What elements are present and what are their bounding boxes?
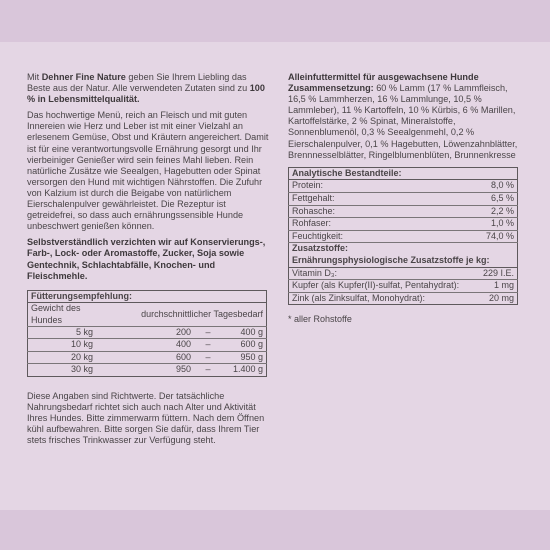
weight-cell: 20 kg xyxy=(28,351,97,363)
weight-cell: 10 kg xyxy=(28,339,97,351)
right-column xyxy=(288,72,520,325)
exclusions-text: Selbstverständlich verzichten wir auf Konservierungs-, Farb-, Lock- oder Aromastoffe, Zucker, Soja sowie Gentechnik, Schlachtabfälle, Knochen- und Fleischmehle. xyxy=(27,237,266,281)
table-row xyxy=(289,267,518,280)
footer-note: Diese Angaben sind Richtwerte. Der tatsächliche Nahrungsbedarf richtet sich auch nach Alter und Aktivität Ihres Hundes. Bitte zimmerwarm füttern. Nach dem Öffnen kühl aufbewahren. Bitte sorgen Sie dafür, dass Ihrem Tier stets frisches Trinkwasser zur Verfügung steht. xyxy=(27,390,265,445)
analysis-table xyxy=(288,167,518,306)
to-cell: 950 g xyxy=(222,351,267,363)
nutrient-value: 2,2 % xyxy=(477,205,518,218)
nutrient-name: Fettgehalt: xyxy=(289,192,477,205)
description-paragraph: Das hochwertige Menü, reich an Fleisch und mit guten Innereien wie Herz und Leber ist mit einer Vielzahl an erlesenem Gemüse, Obst und Kräutern angereichert. Damit ist für eine verantwortungsvolle Ernährung gesorgt und Ihr vierbeiniger Genießer wird sein feines Mahl lieben. Rein natürliche Zusätze wie Seealgen, Hagebutten oder Spinat versorgen den Hund mit wichtigen Nährstoffen. Die Zufuhr von Kalzium ist durch die Beigabe von natürlichem Eierschalenpulver gewährleistet. Die Rezeptur ist getreidefrei, so dass auch ernährungssensible Hunde unbeschwert genießen können. xyxy=(27,110,269,232)
additive-value: 20 mg xyxy=(488,292,514,303)
bottom-band xyxy=(0,510,550,550)
dash-cell: – xyxy=(205,364,211,375)
composition-paragraph xyxy=(288,83,520,161)
table-row xyxy=(289,292,518,305)
weight-cell: 5 kg xyxy=(28,326,97,338)
from-cell: 200 xyxy=(96,326,194,338)
dash-cell: – xyxy=(194,326,222,338)
col-weight-header: Gewicht des Hundes xyxy=(28,303,97,327)
quality-claim: 100 % in Lebensmittelqualität. xyxy=(27,83,265,105)
intro-text: Mit xyxy=(27,72,42,82)
additive-name: Vitamin D₃: xyxy=(289,267,477,280)
table-row xyxy=(28,351,267,363)
table-row xyxy=(28,339,267,351)
brand-name: Dehner Fine Nature xyxy=(41,72,126,82)
intro-text-2: geben Sie Ihrem Liebling das Beste aus der Natur. Alle verwendeten Zutaten sind zu xyxy=(27,72,250,94)
top-band xyxy=(0,0,550,42)
dash-cell: – xyxy=(194,351,222,363)
analysis-title: Analytische Bestandteile: xyxy=(289,167,518,180)
feeding-title: Fütterungsempfehlung: xyxy=(28,290,267,302)
from-cell: 600 xyxy=(96,351,194,363)
exclusions-paragraph xyxy=(27,237,271,281)
product-type: Alleinfuttermittel für ausgewachsene Hunde xyxy=(288,72,479,82)
nutrient-name: Protein: xyxy=(289,180,477,193)
intro-paragraph xyxy=(27,72,271,105)
additives-title: Zusatzstoffe: xyxy=(289,243,518,255)
table-row xyxy=(28,364,267,376)
nutrient-name: Feuchtigkeit: xyxy=(289,230,477,243)
to-cell: 1.400 g xyxy=(232,364,263,375)
additive-value: 229 I.E. xyxy=(477,267,518,280)
from-cell: 400 xyxy=(96,339,194,351)
nutrient-value: 8,0 % xyxy=(477,180,518,193)
additive-name: Kupfer (als Kupfer(II)-sulfat, Pentahydrat): xyxy=(289,280,477,293)
col-daily-header: durchschnittlicher Tagesbedarf xyxy=(96,303,267,327)
composition-heading xyxy=(288,72,520,83)
nutrient-name: Rohfaser: xyxy=(289,218,477,231)
nutrient-value: 1,0 % xyxy=(477,218,518,231)
footnote: * aller Rohstoffe xyxy=(288,314,352,325)
table-row xyxy=(289,218,518,231)
additive-value: 1 mg xyxy=(477,280,518,293)
table-row xyxy=(289,280,518,293)
additive-name: Zink (als Zinksulfat, Monohydrat): xyxy=(292,292,426,303)
table-row xyxy=(289,205,518,218)
additives-subtitle: Ernährungsphysiologische Zusatzstoffe je kg: xyxy=(289,255,518,267)
from-cell: 950 xyxy=(175,364,191,375)
nutrient-name: Rohasche: xyxy=(289,205,477,218)
nutrient-value: 74,0 % xyxy=(477,230,518,243)
to-cell: 400 g xyxy=(222,326,267,338)
weight-cell: 30 kg xyxy=(70,364,93,375)
table-row xyxy=(289,192,518,205)
table-row xyxy=(289,180,518,193)
composition-label: Zusammensetzung: xyxy=(288,83,374,94)
dash-cell: – xyxy=(194,339,222,351)
composition-text: 60 % Lamm (17 % Lammfleisch, 16,5 % Lammherzen, 16 % Lammlunge, 10,5 % Lammleber), 11 % Kartoffeln, 10 % Kürbis, 6 % Marillen, Kartoffelstärke, 2 % Spinat, Mineralstoffe, Sonnenblumenöl, 0,3 % Seealgenmehl, 0,2 % Eierschalenpulver, 0,1 % Hagebutten, Löwenzahnblätter, Brennnesselblätter, Ringelblumenblüten, Brunnenkresse xyxy=(288,83,518,160)
table-row xyxy=(289,230,518,243)
table-row xyxy=(28,326,267,338)
left-column xyxy=(27,72,271,446)
nutrient-value: 6,5 % xyxy=(477,192,518,205)
to-cell: 600 g xyxy=(222,339,267,351)
feeding-table xyxy=(27,290,267,377)
